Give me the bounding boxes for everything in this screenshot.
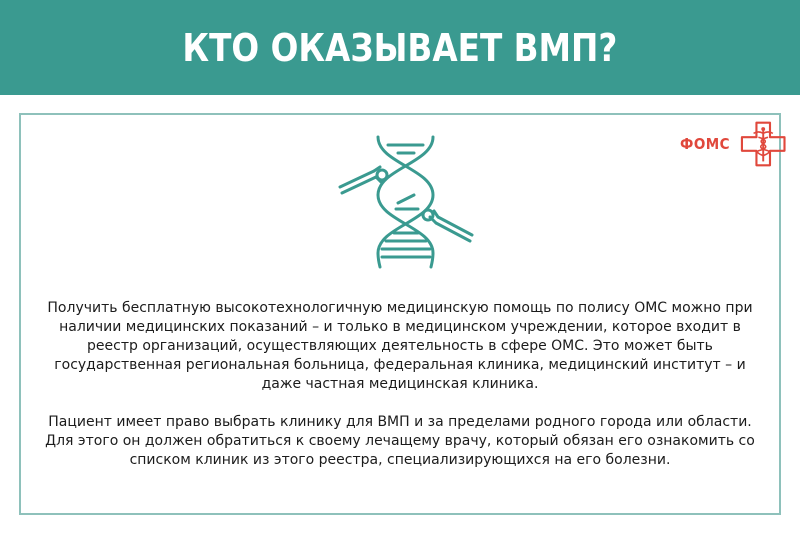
paragraph-clinic-choice: Пациент имеет право выбрать клинику для ВМП и за пределами родного города или области. Для этого он должен обратиться к своему лечащему врачу, который обязан его ознакомить со списком клиник из этого реестра, специализирующихся на его болезни. bbox=[45, 414, 755, 468]
foms-logo-text: ФОМС bbox=[680, 135, 731, 153]
paragraph-vmp-eligibility: Получить бесплатную высокотехнологичную медицинскую помощь по полису ОМС можно при наличии медицинских показаний – и только в медицинском учреждении, которое входит в реестр организаций, осуществляющих деятельность в сфере ОМС. Это может быть государственная региональная больница, федеральная клиника, медицинский институт – и даже частная медицинская клиника. bbox=[47, 300, 753, 392]
foms-logo bbox=[680, 118, 786, 170]
page-title: КТО ОКАЗЫВАЕТ ВМП? bbox=[182, 25, 618, 70]
header-banner bbox=[0, 0, 800, 95]
medical-cross-caduceus-icon bbox=[740, 120, 786, 168]
dna-helix-icon bbox=[338, 131, 474, 269]
